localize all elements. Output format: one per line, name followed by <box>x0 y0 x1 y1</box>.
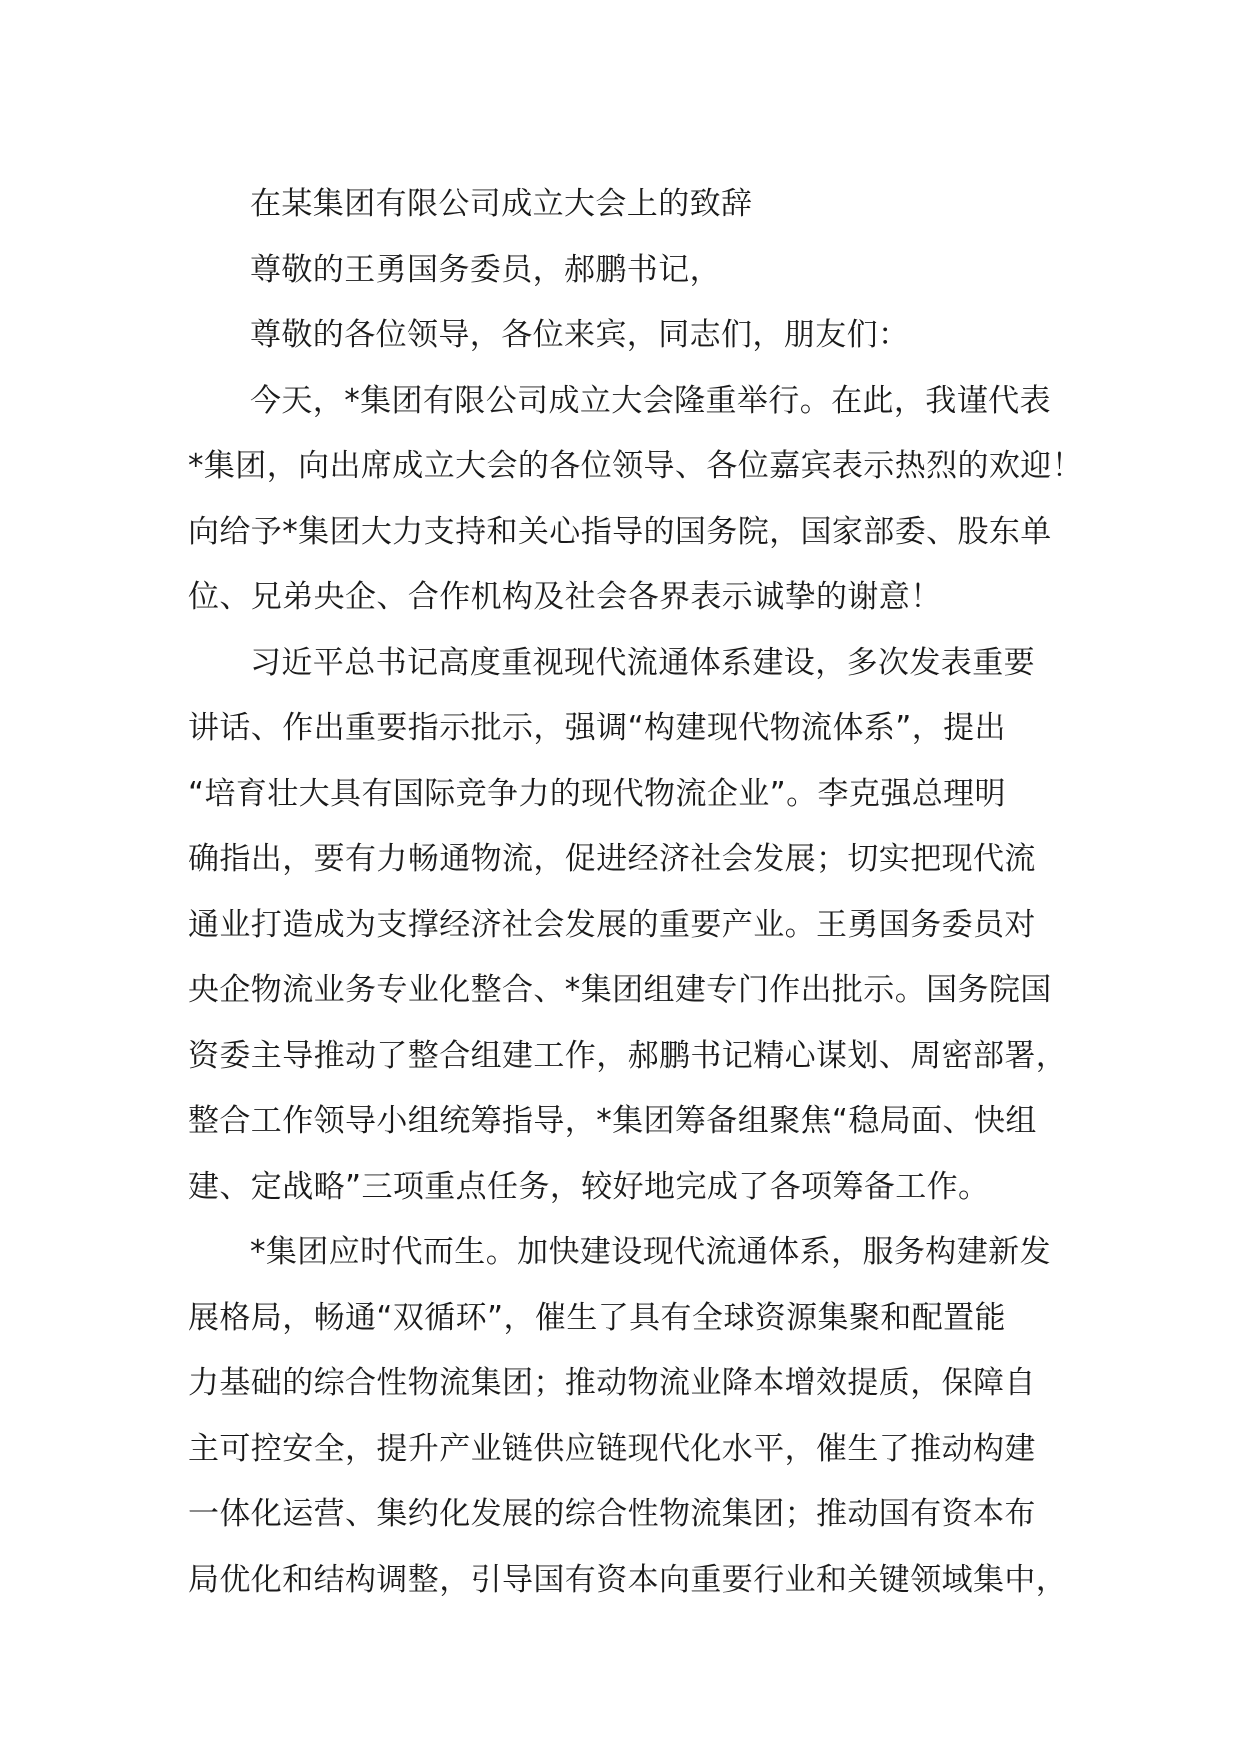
salutation-line-1: 尊敬的王勇国务委员，郝鹏书记， <box>250 251 721 288</box>
text-line: 建、定战略”三项重点任务，较好地完成了各项筹备工作。 <box>188 1168 990 1205</box>
text-line: 一体化运营、集约化发展的综合性物流集团；推动国有资本布 <box>188 1496 1036 1532</box>
paragraph-opening <box>188 369 1084 631</box>
document-title: 在某集团有限公司成立大会上的致辞 <box>250 186 753 222</box>
text-line: 讲话、作出重要指示批示，强调“构建现代物流体系”，提出 <box>188 710 1006 746</box>
text-line: *集团，向出席成立大会的各位领导、各位嘉宾表示热烈的欢迎！ <box>188 448 1084 484</box>
text-line: 位、兄弟央企、合作机构及社会各界表示诚挚的谢意！ <box>188 579 942 615</box>
text-line: 今天，*集团有限公司成立大会隆重举行。在此，我谨代表 <box>250 382 1051 419</box>
salutation-line-2: 尊敬的各位领导，各位来宾，同志们，朋友们： <box>250 317 910 353</box>
text-line: 向给予*集团大力支持和关心指导的国务院，国家部委、股东单 <box>188 513 1052 550</box>
text-line: 确指出，要有力畅通物流，促进经济社会发展；切实把现代流 <box>188 841 1036 877</box>
paragraph-leadership <box>188 631 1068 1221</box>
document-body <box>188 172 1084 1613</box>
paragraph-era <box>188 1220 1068 1613</box>
text-line: 局优化和结构调整，引导国有资本向重要行业和关键领域集中， <box>188 1561 1068 1598</box>
text-line: “培育壮大具有国际竞争力的现代物流企业”。李克强总理明 <box>188 775 1006 812</box>
text-line: 力基础的综合性物流集团；推动物流业降本增效提质，保障自 <box>188 1365 1036 1401</box>
text-line: 展格局，畅通“双循环”，催生了具有全球资源集聚和配置能 <box>188 1299 1006 1336</box>
text-line: 习近平总书记高度重视现代流通体系建设，多次发表重要 <box>250 644 1035 681</box>
text-line: 整合工作领导小组统筹指导，*集团筹备组聚焦“稳局面、快组 <box>188 1103 1037 1139</box>
text-line: 央企物流业务专业化整合、*集团组建专门作出批示。国务院国 <box>188 972 1052 1008</box>
text-line: 资委主导推动了整合组建工作，郝鹏书记精心谋划、周密部署， <box>188 1037 1068 1074</box>
text-line: 主可控安全，提升产业链供应链现代化水平，催生了推动构建 <box>188 1430 1036 1467</box>
text-line: 通业打造成为支撑经济社会发展的重要产业。王勇国务委员对 <box>188 906 1036 943</box>
text-line: *集团应时代而生。加快建设现代流通体系，服务构建新发 <box>250 1234 1051 1270</box>
